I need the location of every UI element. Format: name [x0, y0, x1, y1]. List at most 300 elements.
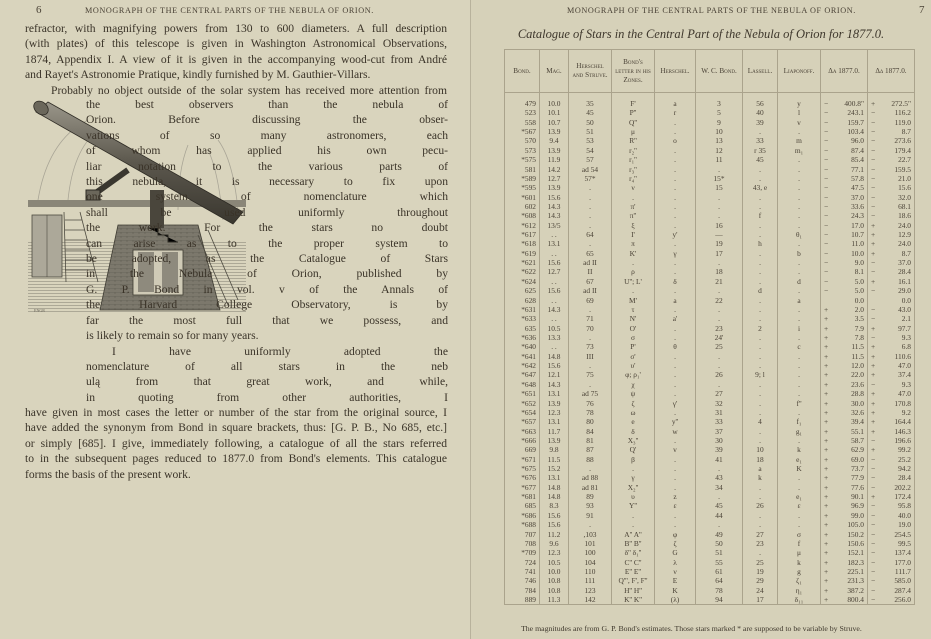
cell-bond-zone-letter: π	[612, 239, 655, 248]
cell-lassell: .	[743, 389, 778, 398]
cell-da-sign: +	[821, 333, 835, 342]
cell-wc-bond: .	[696, 202, 743, 211]
cell-bond: *612	[505, 221, 540, 230]
text-line: or simply [685]. I give, immediately following, a catalogue of all the stars referred	[25, 436, 447, 450]
cell-dd-sign: −	[868, 258, 882, 267]
cell-bond-zone-letter: e	[612, 417, 655, 426]
cell-mag: 14.8	[540, 352, 569, 361]
cell-bond-zone-letter: K'	[612, 249, 655, 258]
closing-paragraph	[25, 405, 447, 482]
cell-bond: 602	[505, 202, 540, 211]
cell-lassell: 10	[743, 445, 778, 454]
cell-da-sign: +	[821, 380, 835, 389]
cell-herschel: .	[655, 202, 696, 211]
cell-da-sign: −	[821, 146, 835, 155]
cell-dd-value: 9.2	[881, 408, 914, 417]
cell-da-value: 12.0	[834, 361, 867, 370]
cell-bond-zone-letter: τ	[612, 305, 655, 314]
cell-dd-value: 32.0	[881, 193, 914, 202]
cell-dd-value: 9.3	[881, 333, 914, 342]
cell-dd-sign: −	[868, 380, 882, 389]
cell-mag: 10.1	[540, 108, 569, 117]
cell-lassell: .	[743, 361, 778, 370]
table-row	[505, 567, 915, 576]
cell-herschel: a	[655, 296, 696, 305]
cell-dd-sign: +	[868, 445, 882, 454]
cell-wc-bond: 30	[696, 436, 743, 445]
cell-wc-bond: .	[696, 286, 743, 295]
cell-wc-bond: 51	[696, 548, 743, 557]
table-row	[505, 380, 915, 389]
text-line: Probably no object outside of the solar system has received more attention from	[51, 83, 447, 97]
table-row	[505, 483, 915, 492]
text-line: vations of so many astronomers, each	[86, 128, 448, 142]
cell-lassell: .	[743, 352, 778, 361]
cell-mag: 12.3	[540, 548, 569, 557]
cell-herschel: γ'	[655, 399, 696, 408]
cell-lassell: .	[743, 193, 778, 202]
table-row	[505, 548, 915, 557]
cell-lassell: .	[743, 230, 778, 239]
cell-da-sign: −	[821, 202, 835, 211]
cell-dd-sign: −	[868, 530, 882, 539]
cell-bond-zone-letter: P'	[612, 342, 655, 351]
cell-bond-zone-letter: R''	[612, 136, 655, 145]
cell-bond: *641	[505, 352, 540, 361]
cell-mag: 10.5	[540, 324, 569, 333]
cell-herschel: .	[655, 370, 696, 379]
cell-mag: 12.3	[540, 408, 569, 417]
cell-wc-bond: 44	[696, 511, 743, 520]
text-line: in the Nebula of Orion, published by	[86, 267, 448, 281]
cell-bond-zone-letter: ρ	[612, 267, 655, 276]
cell-dd-sign: +	[868, 427, 882, 436]
cell-mag: . .	[540, 249, 569, 258]
cell-lassell: .	[743, 296, 778, 305]
cell-liaponoff: k	[778, 558, 821, 567]
cell-bond-zone-letter: .	[612, 464, 655, 473]
cell-lassell: .	[743, 408, 778, 417]
cell-dd-sign	[868, 296, 882, 305]
cell-herschel: φ	[655, 530, 696, 539]
cell-wc-bond: 94	[696, 595, 743, 605]
cell-herschel-struve: ad II	[569, 258, 612, 267]
text-line: shall be used uniformly throughout	[86, 205, 448, 219]
table-body	[505, 93, 915, 605]
cell-bond: *657	[505, 417, 540, 426]
cell-da-value: 99.0	[834, 511, 867, 520]
cell-herschel: .	[655, 520, 696, 529]
cell-dd-sign: +	[868, 389, 882, 398]
cell-dd-value: 12.9	[881, 230, 914, 239]
text-line: nomenclature of all stars in the neb	[86, 359, 448, 373]
cell-dd-sign: −	[868, 473, 882, 482]
text-line: can arise as to the proper system to	[86, 236, 448, 250]
cell-liaponoff: .	[778, 202, 821, 211]
cell-mag: 10.0	[540, 93, 569, 109]
table-row	[505, 492, 915, 501]
cell-dd-value: 29.0	[881, 286, 914, 295]
cell-dd-value: 68.1	[881, 202, 914, 211]
cell-wc-bond: 64	[696, 576, 743, 585]
cell-herschel-struve: .	[569, 380, 612, 389]
cell-da-sign: +	[821, 399, 835, 408]
cell-herschel-struve: .	[569, 333, 612, 342]
cell-mag: 12.7	[540, 267, 569, 276]
table-header-row	[505, 50, 915, 93]
cell-bond: *675	[505, 464, 540, 473]
table-row	[505, 211, 915, 220]
cell-dd-value: 97.7	[881, 324, 914, 333]
cell-dd-sign: −	[868, 193, 882, 202]
cell-wc-bond: 27	[696, 389, 743, 398]
cell-dd-sign: −	[868, 118, 882, 127]
cell-lassell: .	[743, 548, 778, 557]
cell-herschel-struve: 110	[569, 567, 612, 576]
cell-dd-sign: +	[868, 93, 882, 109]
cell-mag: 9.4	[540, 136, 569, 145]
cell-dd-value: 6.8	[881, 342, 914, 351]
cell-liaponoff: .	[778, 473, 821, 482]
cell-da-sign: +	[821, 492, 835, 501]
cell-herschel-struve: .	[569, 221, 612, 230]
cell-da-sign: −	[821, 155, 835, 164]
cell-bond: 558	[505, 118, 540, 127]
cell-bond: *617	[505, 230, 540, 239]
intro-paragraph	[25, 21, 447, 98]
cell-liaponoff: .	[778, 286, 821, 295]
cell-da-sign: −	[821, 118, 835, 127]
cell-herschel-struve: 51	[569, 127, 612, 136]
cell-da-value: 30.0	[834, 399, 867, 408]
cell-da-sign: +	[821, 427, 835, 436]
cell-herschel: .	[655, 258, 696, 267]
cell-mag: 13/5	[540, 221, 569, 230]
cell-liaponoff: ζ₁	[778, 576, 821, 585]
cell-da-sign: +	[821, 324, 835, 333]
cell-da-sign: +	[821, 314, 835, 323]
cell-da-value: 0.0	[834, 296, 867, 305]
cell-da-sign: +	[821, 586, 835, 595]
text-line: liar notation to the various parts of	[86, 159, 448, 173]
cell-liaponoff: .	[778, 211, 821, 220]
cell-da-sign: −	[821, 165, 835, 174]
cell-da-value: 73.7	[834, 464, 867, 473]
cell-da-sign: +	[821, 548, 835, 557]
table-row	[505, 539, 915, 548]
cell-wc-bond: 9	[696, 118, 743, 127]
cell-dd-sign: −	[868, 455, 882, 464]
cell-da-value: 62.9	[834, 445, 867, 454]
cell-wc-bond: 61	[696, 567, 743, 576]
cell-bond-zone-letter: γ	[612, 473, 655, 482]
cell-da-value: 243.1	[834, 108, 867, 117]
text-line: in quoting from other authorities, I	[86, 390, 448, 404]
cell-mag: . .	[540, 230, 569, 239]
cell-da-value: 150.2	[834, 530, 867, 539]
cell-mag: 10.8	[540, 576, 569, 585]
cell-bond-zone-letter: Q'	[612, 445, 655, 454]
cell-herschel: .	[655, 211, 696, 220]
cell-bond: 708	[505, 539, 540, 548]
table-row	[505, 127, 915, 136]
cell-da-sign: −	[821, 249, 835, 258]
cell-bond-zone-letter: φ; ρ₁'	[612, 370, 655, 379]
page-number-left: 6	[36, 4, 42, 16]
cell-bond: *666	[505, 436, 540, 445]
cell-bond-zone-letter: r₁''	[612, 155, 655, 164]
cell-herschel: ν	[655, 567, 696, 576]
cell-lassell: .	[743, 305, 778, 314]
cell-wc-bond: 11	[696, 155, 743, 164]
cell-bond-zone-letter: r₃''	[612, 165, 655, 174]
cell-dd-sign: +	[868, 249, 882, 258]
cell-dd-value: 94.2	[881, 464, 914, 473]
cell-bond: *686	[505, 511, 540, 520]
text-line: refractor, with magnifying powers from 130 to 600 diameters. A full description	[25, 22, 447, 35]
cell-bond: 724	[505, 558, 540, 567]
cell-da-value: 800.4	[834, 595, 867, 605]
table-row	[505, 501, 915, 510]
cell-herschel-struve: ,103	[569, 530, 612, 539]
cell-herschel: θ	[655, 342, 696, 351]
cell-herschel-struve: ad 75	[569, 389, 612, 398]
cell-lassell: .	[743, 333, 778, 342]
cell-bond-zone-letter: ψ	[612, 389, 655, 398]
cell-herschel-struve: 100	[569, 548, 612, 557]
cell-da-value: 387.2	[834, 586, 867, 595]
cell-mag: 11.3	[540, 595, 569, 605]
cell-da-sign: −	[821, 174, 835, 183]
cell-bond: *624	[505, 277, 540, 286]
table-row	[505, 389, 915, 398]
cell-bond-zone-letter: χ	[612, 380, 655, 389]
cell-da-sign: +	[821, 436, 835, 445]
cell-lassell: 17	[743, 595, 778, 605]
cell-da-value: 159.7	[834, 118, 867, 127]
cell-bond-zone-letter: .	[612, 258, 655, 267]
cell-mag: 13.1	[540, 417, 569, 426]
cell-mag: 14.3	[540, 380, 569, 389]
table-row	[505, 324, 915, 333]
cell-herschel-struve: .	[569, 211, 612, 220]
cell-lassell: .	[743, 249, 778, 258]
cell-wc-bond: 37	[696, 427, 743, 436]
table-row	[505, 436, 915, 445]
cell-wc-bond: 23	[696, 324, 743, 333]
cell-da-value: 87.4	[834, 146, 867, 155]
cell-da-sign: −	[821, 267, 835, 276]
cell-da-sign: +	[821, 342, 835, 351]
cell-herschel-struve: .	[569, 239, 612, 248]
cell-mag: 11.5	[540, 455, 569, 464]
cell-da-sign: +	[821, 520, 835, 529]
cell-mag: 13.9	[540, 399, 569, 408]
table-row	[505, 221, 915, 230]
cell-bond: 570	[505, 136, 540, 145]
table-row	[505, 520, 915, 529]
cell-herschel-struve: 76	[569, 399, 612, 408]
cell-dd-value: 21.0	[881, 174, 914, 183]
cell-liaponoff: c	[778, 342, 821, 351]
table-row	[505, 352, 915, 361]
cell-bond: 741	[505, 567, 540, 576]
cell-bond: 635	[505, 324, 540, 333]
cell-lassell: .	[743, 127, 778, 136]
cell-herschel: .	[655, 305, 696, 314]
cell-dd-value: 40.0	[881, 511, 914, 520]
cell-herschel: .	[655, 380, 696, 389]
cell-liaponoff: .	[778, 183, 821, 192]
cell-bond-zone-letter: P''	[612, 108, 655, 117]
cell-bond: *640	[505, 342, 540, 351]
cell-herschel: w	[655, 427, 696, 436]
cell-da-value: 24.3	[834, 211, 867, 220]
cell-herschel-struve: 54	[569, 146, 612, 155]
cell-da-value: 22.0	[834, 370, 867, 379]
cell-herschel-struve: 84	[569, 427, 612, 436]
cell-liaponoff: k	[778, 445, 821, 454]
cell-da-value: 39.4	[834, 417, 867, 426]
cell-herschel: .	[655, 183, 696, 192]
cell-da-sign: −	[821, 193, 835, 202]
catalogue-title: Catalogue of Stars in the Central Part of the Nebula of Orion for 1877.0.	[517, 27, 885, 41]
cell-lassell: 33	[743, 136, 778, 145]
cell-herschel: .	[655, 436, 696, 445]
cell-herschel: .	[655, 455, 696, 464]
cell-herschel-struve: 73	[569, 342, 612, 351]
cell-liaponoff: g	[778, 567, 821, 576]
cell-mag: 13.9	[540, 146, 569, 155]
cell-bond: *663	[505, 427, 540, 436]
cell-herschel-struve: .	[569, 361, 612, 370]
cell-wc-bond: 19	[696, 239, 743, 248]
cell-liaponoff: g₁	[778, 427, 821, 436]
cell-lassell: 23	[743, 539, 778, 548]
cell-dd-value: 8.7	[881, 249, 914, 258]
cell-bond-zone-letter: .	[612, 520, 655, 529]
cell-liaponoff: .	[778, 380, 821, 389]
cell-mag: 13.3	[540, 333, 569, 342]
cell-herschel-struve: .	[569, 520, 612, 529]
cell-lassell: 24	[743, 586, 778, 595]
cell-herschel-struve: ad 88	[569, 473, 612, 482]
cell-wc-bond: 25	[696, 342, 743, 351]
cell-da-sign: −	[821, 127, 835, 136]
cell-da-sign: +	[821, 352, 835, 361]
cell-bond: *619	[505, 249, 540, 258]
cell-bond: 523	[505, 108, 540, 117]
text-line: Orion. Before discussing the obser-	[86, 113, 448, 127]
cell-dd-sign: −	[868, 127, 882, 136]
cell-dd-sign: −	[868, 520, 882, 529]
cell-bond-zone-letter: F'	[612, 93, 655, 109]
cell-bond: *618	[505, 239, 540, 248]
cell-dd-sign: −	[868, 483, 882, 492]
cell-da-sign: +	[821, 511, 835, 520]
cell-lassell: .	[743, 380, 778, 389]
cell-da-sign: +	[821, 445, 835, 454]
cell-dd-value: 99.2	[881, 445, 914, 454]
cell-da-sign: +	[821, 473, 835, 482]
cell-liaponoff: y	[778, 93, 821, 109]
cell-wc-bond: .	[696, 305, 743, 314]
cell-mag: 13.1	[540, 389, 569, 398]
cell-bond-zone-letter: A'' A''	[612, 530, 655, 539]
cell-dd-sign: +	[868, 221, 882, 230]
cell-dd-value: 28.4	[881, 473, 914, 482]
text-line: to in the subsequent pages reduced to 1877.0 from Bond's elements. This catalogue	[25, 452, 447, 466]
cell-bond: *567	[505, 127, 540, 136]
cell-da-sign: −	[821, 108, 835, 117]
cell-wc-bond: 21	[696, 277, 743, 286]
cell-bond-zone-letter: X₃''	[612, 436, 655, 445]
cell-dd-sign: −	[868, 108, 882, 117]
cell-dd-value: 37.0	[881, 258, 914, 267]
cell-da-value: 5.0	[834, 286, 867, 295]
cell-da-value: 28.8	[834, 389, 867, 398]
running-head-left: MONOGRAPH OF THE CENTRAL PARTS OF THE NEBULA OF ORION.	[85, 6, 374, 15]
cell-bond-zone-letter: N'	[612, 314, 655, 323]
cell-bond: *631	[505, 305, 540, 314]
cell-bond-zone-letter: O'	[612, 324, 655, 333]
cell-wc-bond: —	[696, 230, 743, 239]
cell-da-value: 10.7	[834, 230, 867, 239]
cell-da-value: 47.5	[834, 183, 867, 192]
cell-herschel-struve: 67	[569, 277, 612, 286]
cell-mag: 14.3	[540, 202, 569, 211]
text-line: of whom has applied his own pecu-	[86, 144, 448, 158]
cell-dd-sign: +	[868, 342, 882, 351]
cell-dd-value: 95.8	[881, 501, 914, 510]
cell-herschel: .	[655, 174, 696, 183]
cell-bond-zone-letter: E'' E''	[612, 567, 655, 576]
text-line: the best observers than the nebula of	[86, 98, 448, 111]
text-line: and Rayet's Astronomie Pratique, kindly furnished by M. Gauthier-Villars.	[25, 68, 371, 82]
cell-wc-bond: .	[696, 193, 743, 202]
cell-liaponoff: .	[778, 155, 821, 164]
cell-bond-zone-letter: π'	[612, 202, 655, 211]
cell-bond: 784	[505, 586, 540, 595]
cell-da-value: 2.0	[834, 305, 867, 314]
cell-liaponoff: f₁	[778, 417, 821, 426]
cell-liaponoff: m₁	[778, 146, 821, 155]
table-row	[505, 165, 915, 174]
text-line: have added the synonym from Bond in square brackets, thus: [G. P. B., No 685, etc.]	[25, 421, 447, 435]
cell-liaponoff: .	[778, 352, 821, 361]
cell-herschel-struve: ad II	[569, 286, 612, 295]
cell-dd-value: 24.0	[881, 221, 914, 230]
cell-wc-bond: 45	[696, 501, 743, 510]
cell-mag: 14.3	[540, 211, 569, 220]
cell-da-value: 23.6	[834, 380, 867, 389]
cell-mag: 15.6	[540, 258, 569, 267]
table-row	[505, 445, 915, 454]
cell-dd-value: 43.0	[881, 305, 914, 314]
cell-bond-zone-letter: Q''', F', F''	[612, 576, 655, 585]
cell-herschel: .	[655, 333, 696, 342]
cell-da-value: 400.8"	[834, 93, 867, 109]
cell-da-sign: −	[821, 239, 835, 248]
cell-bond: *633	[505, 314, 540, 323]
table-row	[505, 277, 915, 286]
cell-dd-sign: +	[868, 361, 882, 370]
cell-mag: 15.6	[540, 193, 569, 202]
col-mag: Mag.	[540, 50, 569, 93]
cell-wc-bond: .	[696, 352, 743, 361]
cell-da-sign: +	[821, 464, 835, 473]
cell-wc-bond: 55	[696, 558, 743, 567]
